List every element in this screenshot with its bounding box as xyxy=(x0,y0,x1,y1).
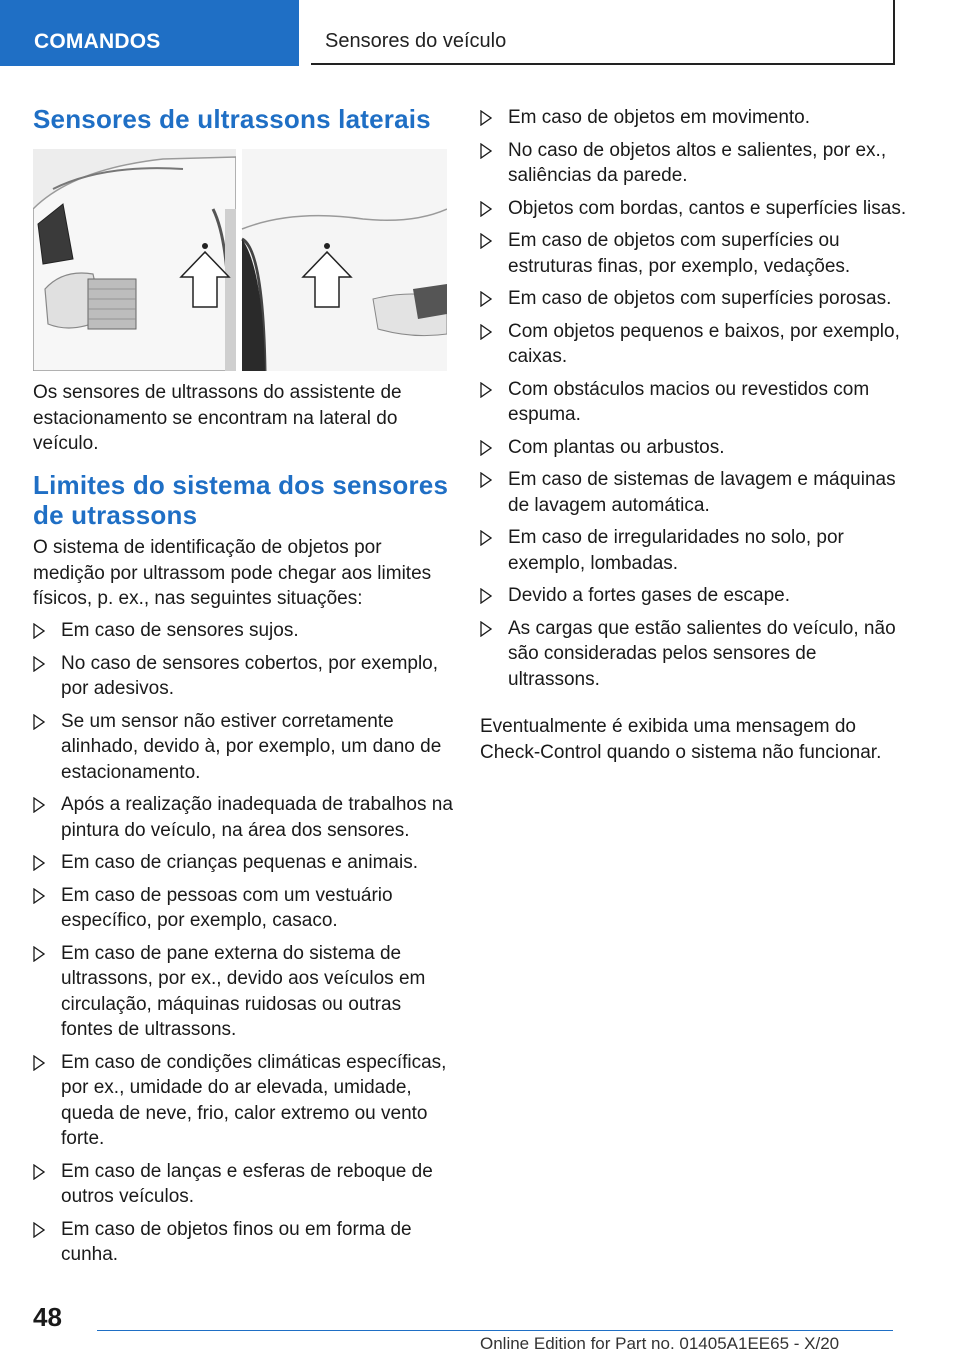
intro-paragraph: Os sensores de ultrassons do assistente de estacionamento se encontram na lateral do veículo. xyxy=(33,382,402,454)
triangle-bullet-icon xyxy=(480,440,492,456)
list-item-text: Objetos com bordas, cantos e superfícies lisas. xyxy=(508,197,907,219)
triangle-bullet-icon xyxy=(33,714,45,730)
closing-paragraph: Eventualmente é exibida uma mensagem do Check-Control quando o sistema não funcionar. xyxy=(480,716,882,763)
list-item-text: Em caso de crianças pequenas e animais. xyxy=(61,852,418,873)
list-item xyxy=(33,1217,453,1268)
list-item-text: No caso de objetos altos e salientes, por ex., saliências da parede. xyxy=(508,139,887,186)
triangle-bullet-icon xyxy=(33,1222,45,1238)
list-item-text: As cargas que estão salientes do veículo, não são consideradas pelos sensores de ultrassons. xyxy=(508,617,896,690)
triangle-bullet-icon xyxy=(480,588,492,604)
sensor-location-figure xyxy=(33,149,447,371)
triangle-bullet-icon xyxy=(33,855,45,871)
list-item-text: Em caso de lanças e esferas de reboque de outros veículos. xyxy=(61,1160,433,1207)
list-item-text: Com objetos pequenos e baixos, por exemplo, caixas. xyxy=(508,320,900,367)
chapter-label: Sensores do veículo xyxy=(325,30,507,52)
list-item-text: Em caso de pane externa do sistema de ultrassons, por ex., devido aos veículos em circulação, máquinas ruidosas ou outras fontes de ultrassons. xyxy=(61,942,426,1040)
list-item-text: Após a realização inadequada de trabalhos na pintura do veículo, na área dos sensores. xyxy=(61,794,453,841)
list-item-text: Em caso de pessoas com um vestuário específico, por exemplo, casaco. xyxy=(61,884,393,931)
list-item xyxy=(33,883,453,934)
list-item xyxy=(480,319,910,370)
triangle-bullet-icon xyxy=(33,1164,45,1180)
list-item xyxy=(33,1050,453,1152)
car-bumper-illustration xyxy=(33,149,447,371)
list-item xyxy=(33,941,453,1043)
list-item-text: Em caso de condições climáticas específicas, por ex., umidade do ar elevada, umidade, queda de neve, frio, calor extremo ou vento forte. xyxy=(61,1051,447,1149)
limits-intro-paragraph: O sistema de identificação de objetos por medição por ultrassom pode chegar aos limites físicos, p. ex., nas seguintes situações: xyxy=(33,537,432,609)
triangle-bullet-icon xyxy=(480,530,492,546)
list-item-text: Em caso de objetos em movimento. xyxy=(508,107,811,128)
list-item xyxy=(480,138,910,189)
footer-edition: Online Edition for Part no. 01405A1EE65 - X/20 xyxy=(480,1334,840,1353)
list-item xyxy=(480,616,910,693)
list-item xyxy=(33,709,453,786)
triangle-bullet-icon xyxy=(480,233,492,249)
list-item-text: Em caso de objetos com superfícies ou estruturas finas, por exemplo, vedações. xyxy=(508,230,851,277)
list-item xyxy=(480,583,910,609)
triangle-bullet-icon xyxy=(33,797,45,813)
list-item-text: Se um sensor não estiver corretamente alinhado, devido à, por exemplo, um dano de estacionamento. xyxy=(61,710,442,783)
list-item xyxy=(480,196,910,222)
limits-list-right xyxy=(480,105,910,699)
section-heading: Sensores de ultrassons laterais xyxy=(33,104,431,134)
limits-list-left xyxy=(33,618,453,1275)
chapter-header xyxy=(311,0,895,65)
list-item xyxy=(480,286,910,312)
list-item xyxy=(480,525,910,576)
triangle-bullet-icon xyxy=(33,623,45,639)
triangle-bullet-icon xyxy=(480,291,492,307)
triangle-bullet-icon xyxy=(480,143,492,159)
list-item xyxy=(33,651,453,702)
list-item-text: Devido a fortes gases de escape. xyxy=(508,585,791,606)
list-item-text: Em caso de sistemas de lavagem e máquinas de lavagem automática. xyxy=(508,469,896,516)
list-item xyxy=(480,435,910,461)
triangle-bullet-icon xyxy=(480,324,492,340)
list-item xyxy=(33,618,453,644)
triangle-bullet-icon xyxy=(480,382,492,398)
list-item-text: Com obstáculos macios ou revestidos com espuma. xyxy=(508,378,870,425)
list-item-text: Em caso de irregularidades no solo, por exemplo, lombadas. xyxy=(508,527,844,574)
list-item xyxy=(33,850,453,876)
list-item xyxy=(480,467,910,518)
triangle-bullet-icon xyxy=(480,621,492,637)
triangle-bullet-icon xyxy=(33,1055,45,1071)
list-item-text: Em caso de objetos finos ou em forma de cunha. xyxy=(61,1218,412,1265)
list-item-text: No caso de sensores cobertos, por exemplo, por adesivos. xyxy=(61,652,439,699)
list-item-text: Em caso de sensores sujos. xyxy=(61,620,299,641)
list-item xyxy=(33,792,453,843)
list-item xyxy=(33,1159,453,1210)
section-label: COMANDOS xyxy=(34,30,161,53)
list-item-text: Com plantas ou arbustos. xyxy=(508,436,725,458)
footer-divider xyxy=(97,1330,893,1331)
page-number: 48 xyxy=(33,1302,62,1332)
triangle-bullet-icon xyxy=(480,201,492,217)
list-item xyxy=(480,228,910,279)
list-item-text: Em caso de objetos com superfícies porosas. xyxy=(508,288,892,309)
list-item xyxy=(480,377,910,428)
triangle-bullet-icon xyxy=(33,946,45,962)
triangle-bullet-icon xyxy=(33,656,45,672)
section-tab xyxy=(0,0,299,66)
section-heading: Limites do sistema dos sensores de utrassons xyxy=(33,470,449,530)
triangle-bullet-icon xyxy=(480,110,492,126)
list-item xyxy=(480,105,910,131)
triangle-bullet-icon xyxy=(480,472,492,488)
triangle-bullet-icon xyxy=(33,888,45,904)
